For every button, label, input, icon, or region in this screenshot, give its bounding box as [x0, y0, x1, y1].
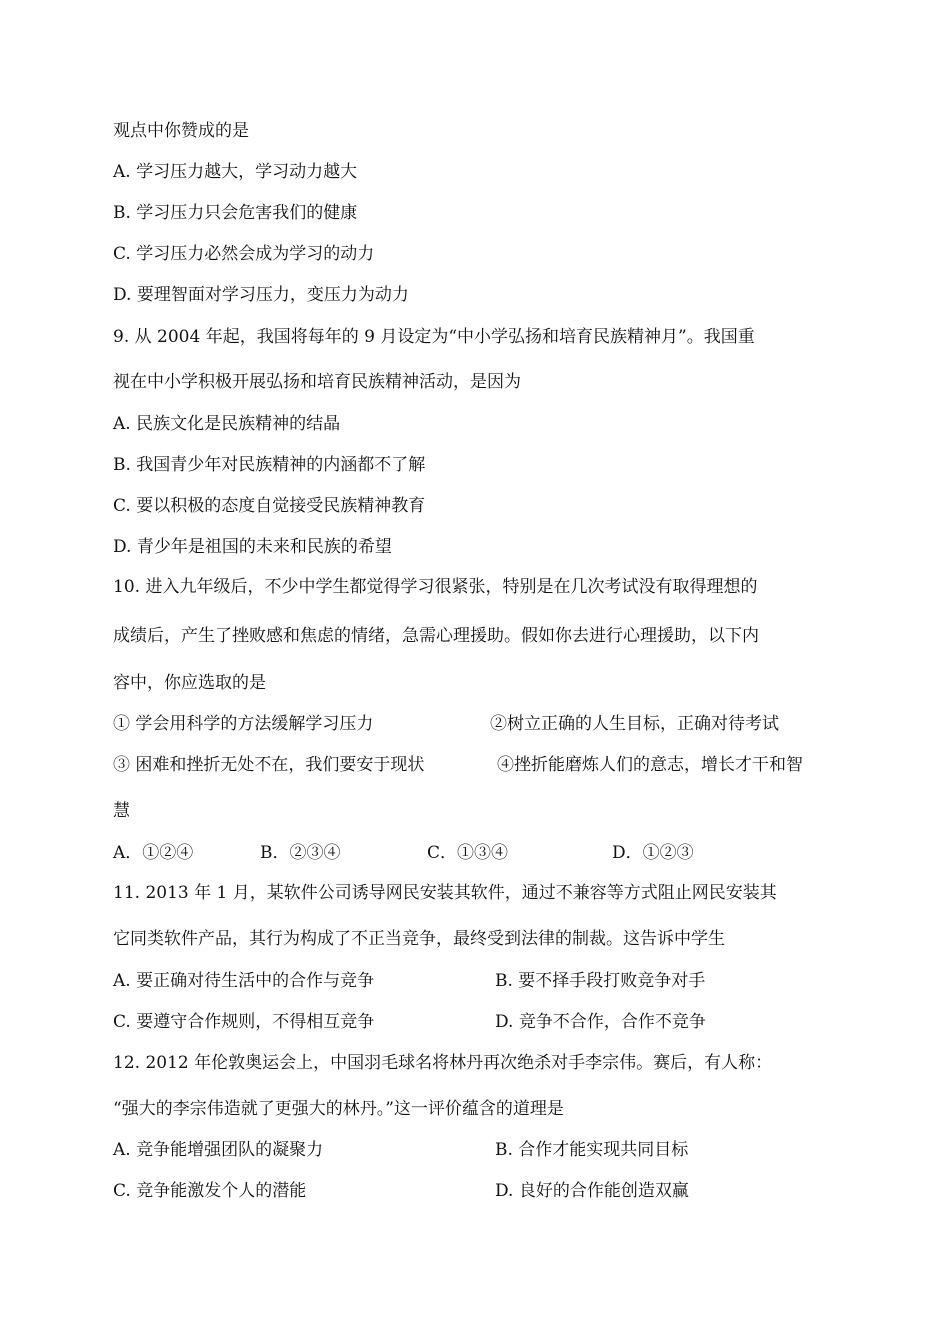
- q12-stem-line2: “强大的李宗伟造就了更强大的林丹。”这一评价蕴含的道理是: [113, 1099, 564, 1119]
- q10-item-4-cont: 慧: [113, 801, 130, 821]
- q11-option-b: B. 要不择手段打败竞争对手: [495, 971, 706, 991]
- q12-option-d: D. 良好的合作能创造双赢: [495, 1181, 689, 1201]
- q10-choice-b: B．②③④: [260, 843, 341, 863]
- q8-option-d: D. 要理智面对学习压力，变压力为动力: [113, 285, 409, 305]
- q11-option-d: D. 竞争不合作，合作不竞争: [495, 1012, 706, 1032]
- q12-option-c: C. 竞争能激发个人的潜能: [113, 1181, 307, 1201]
- q11-stem-line1: 11. 2013 年 1 月，某软件公司诱导网民安装其软件，通过不兼容等方式阻止网民安装其: [113, 883, 777, 903]
- question-intro: 观点中你赞成的是: [113, 121, 249, 141]
- q8-option-c: C. 学习压力必然会成为学习的动力: [113, 244, 375, 264]
- q10-item-2: ②树立正确的人生目标，正确对待考试: [490, 714, 779, 734]
- q10-stem-line1: 10. 进入九年级后，不少中学生都觉得学习很紧张，特别是在几次考试没有取得理想的: [113, 577, 758, 597]
- q9-option-c: C. 要以积极的态度自觉接受民族精神教育: [113, 496, 426, 516]
- q10-choice-a: A．①②④: [113, 843, 194, 863]
- q8-option-a: A. 学习压力越大，学习动力越大: [113, 162, 358, 182]
- q10-item-3: ③ 困难和挫折无处不在，我们要安于现状: [113, 755, 425, 775]
- q10-item-1: ① 学会用科学的方法缓解学习压力: [113, 714, 374, 734]
- q11-option-a: A. 要正确对待生活中的合作与竞争: [113, 971, 375, 991]
- q12-stem-line1: 12. 2012 年伦敦奥运会上，中国羽毛球名将林丹再次绝杀对手李宗伟。赛后，有人称：: [113, 1053, 773, 1073]
- q9-stem-line1: 9. 从 2004 年起，我国将每年的 9 月设定为“中小学弘扬和培育民族精神月”。我国重: [113, 327, 755, 347]
- q10-choice-d: D．①②③: [612, 843, 694, 863]
- q11-stem-line2: 它同类软件产品，其行为构成了不正当竞争，最终受到法律的制裁。这告诉中学生: [113, 929, 725, 949]
- q10-item-4: ④挫折能磨炼人们的意志，增长才干和智: [497, 755, 803, 775]
- q12-option-b: B. 合作才能实现共同目标: [495, 1140, 689, 1160]
- q9-stem-line2: 视在中小学积极开展弘扬和培育民族精神活动，是因为: [113, 372, 521, 392]
- q9-option-b: B. 我国青少年对民族精神的内涵都不了解: [113, 455, 426, 475]
- q8-option-b: B. 学习压力只会危害我们的健康: [113, 203, 358, 223]
- q12-option-a: A. 竞争能增强团队的凝聚力: [113, 1140, 324, 1160]
- q10-stem-line3: 容中，你应选取的是: [113, 673, 266, 693]
- q11-option-c: C. 要遵守合作规则，不得相互竞争: [113, 1012, 375, 1032]
- q9-option-d: D. 青少年是祖国的未来和民族的希望: [113, 537, 392, 557]
- q10-choice-c: C．①③④: [427, 843, 509, 863]
- q10-stem-line2: 成绩后，产生了挫败感和焦虑的情绪，急需心理援助。假如你去进行心理援助，以下内: [113, 626, 759, 646]
- q9-option-a: A. 民族文化是民族精神的结晶: [113, 414, 341, 434]
